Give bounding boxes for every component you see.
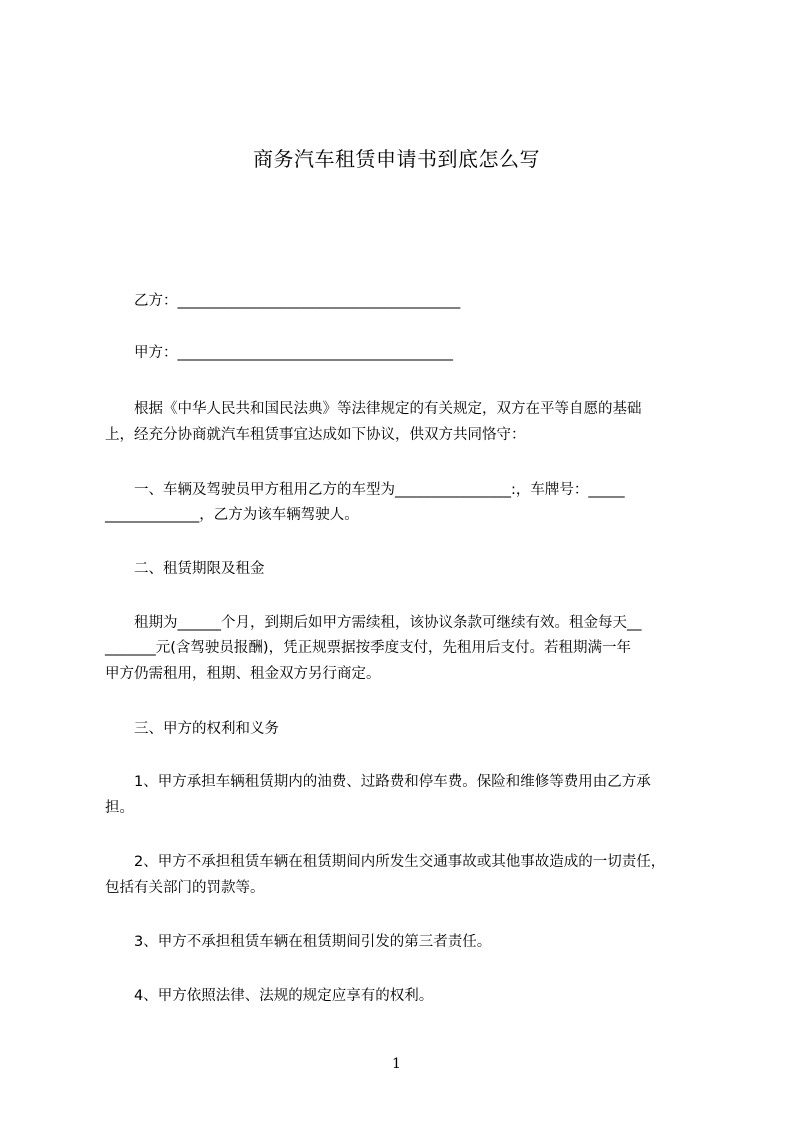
section2-line-3: 甲方仍需租用，租期、租金双方另行商定。	[105, 666, 381, 682]
item1-line-1: 1、甲方承担车辆租赁期内的油费、过路费和停车费。保险和维修等费用由乙方承	[134, 774, 651, 790]
page-number: 1	[392, 1056, 401, 1072]
section2-title: 二、租赁期限及租金	[134, 561, 265, 577]
clause1-line-1: 一、车辆及驾驶员甲方租用乙方的车型为________________:，车牌号：_____	[134, 482, 625, 498]
document-title: 商务汽车租赁申请书到底怎么写	[253, 147, 540, 171]
party-a-line: 甲方：______________________________________	[134, 345, 453, 361]
clause1-line-2: _____________，乙方为该车辆驾驶人。	[105, 507, 359, 523]
item2-line-1: 2、甲方不承担租赁车辆在租赁期间内所发生交通事故或其他事故造成的一切责任，	[134, 854, 666, 870]
party-b-line: 乙方：_______________________________________	[134, 293, 461, 309]
item3-line: 3、甲方不承担租赁车辆在租赁期间引发的第三者责任。	[134, 934, 492, 950]
item1-line-2: 担。	[105, 800, 134, 816]
preamble-line-2: 上，经充分协商就汽车租赁事宜达成如下协议，供双方共同恪守：	[105, 427, 526, 443]
item4-line: 4、甲方依照法律、法规的规定应享有的权利。	[134, 988, 434, 1004]
item2-line-2: 包括有关部门的罚款等。	[105, 880, 265, 896]
section3-title: 三、甲方的权利和义务	[134, 721, 279, 737]
section2-line-2: _______元(含驾驶员报酬)，凭正规票据按季度支付，先租用后支付。若租期满一年	[105, 640, 632, 656]
section2-line-1: 租期为______个月，到期后如甲方需续租，该协议条款可继续有效。租金每天__	[134, 615, 642, 631]
preamble-line-1: 根据《中华人民共和国民法典》等法律规定的有关规定，双方在平等自愿的基础	[134, 401, 642, 417]
